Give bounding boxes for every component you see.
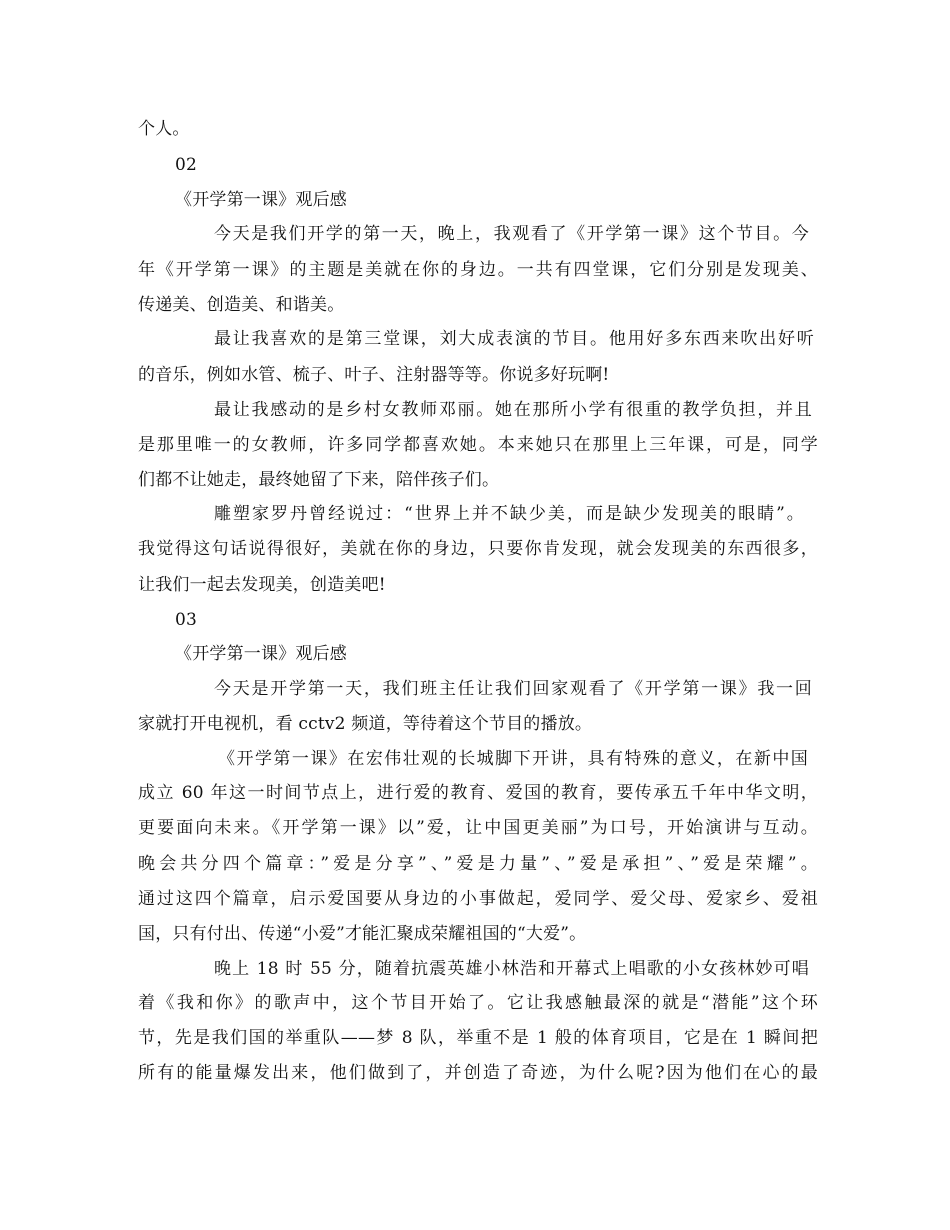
text-line: 我觉得这句话说得很好，美就在你的身边，只要你肯发现，就会发现美的东西很多， bbox=[138, 539, 818, 559]
text-line: 们都不让她走，最终她留了下来，陪伴孩子们。 bbox=[138, 470, 500, 490]
text-line: 节，先是我们国的举重队——梦 8 队，举重不是 1 般的体育项目，它是在 1 瞬间把 bbox=[138, 1028, 818, 1048]
text-line: 所有的能量爆发出来，他们做到了，并创造了奇迹，为什么呢?因为他们在心的最 bbox=[138, 1063, 818, 1083]
text-line: 晚会共分四个篇章：”爱是分享”、”爱是力量”、”爱是承担”、”爱是荣耀”。 bbox=[138, 854, 818, 874]
section-number: 03 bbox=[175, 610, 198, 630]
text-line: 更要面向未来。《开学第一课》以”爱，让中国更美丽”为口号，开始演讲与互动。 bbox=[138, 818, 818, 838]
text-line: 通过这四个篇章，启示爱国要从身边的小事做起，爱同学、爱父母、爱家乡、爱祖 bbox=[138, 889, 818, 909]
text-line: 年《开学第一课》的主题是美就在你的身边。一共有四堂课，它们分别是发现美、 bbox=[138, 260, 818, 280]
text-line: 是那里唯一的女教师，许多同学都喜欢她。本来她只在那里上三年课，可是，同学 bbox=[138, 435, 818, 455]
text-line: 家就打开电视机，看 cctv2 频道，等待着这个节目的播放。 bbox=[138, 714, 593, 734]
text-line: 雕塑家罗丹曾经说过：“世界上并不缺少美，而是缺少发现美的眼睛”。 bbox=[214, 504, 804, 524]
text-line: 传递美、创造美、和谐美。 bbox=[138, 295, 345, 315]
text-line: 个人。 bbox=[138, 119, 190, 139]
text-line: 今天是开学第一天，我们班主任让我们回家观看了《开学第一课》我一回 bbox=[214, 679, 812, 699]
section-title: 《开学第一课》观后感 bbox=[175, 190, 347, 210]
text-line: 的音乐，例如水管、梳子、叶子、注射器等等。你说多好玩啊! bbox=[138, 365, 610, 385]
text-line: 今天是我们开学的第一天，晚上，我观看了《开学第一课》这个节目。今 bbox=[214, 224, 809, 244]
text-line: 晚上 18 时 55 分，随着抗震英雄小林浩和开幕式上唱歌的小女孩林妙可唱 bbox=[214, 959, 809, 979]
section-title: 《开学第一课》观后感 bbox=[175, 644, 347, 664]
text-line: 最让我喜欢的是第三堂课，刘大成表演的节目。他用好多东西来吹出好听 bbox=[214, 329, 814, 349]
section-number: 02 bbox=[175, 155, 198, 175]
text-line: 最让我感动的是乡村女教师邓丽。她在那所小学有很重的教学负担，并且 bbox=[214, 400, 812, 420]
text-line: 成立 60 年这一时间节点上，进行爱的教育、爱国的教育，要传承五千年中华文明， bbox=[138, 783, 818, 803]
text-line: 国，只有付出、传递“小爱”才能汇聚成荣耀祖国的“大爱”。 bbox=[138, 924, 587, 944]
text-line: 《开学第一课》在宏伟壮观的长城脚下开讲，具有特殊的意义，在新中国 bbox=[218, 749, 808, 769]
text-line: 让我们一起去发现美，创造美吧! bbox=[138, 575, 386, 595]
text-line: 着《我和你》的歌声中，这个节目开始了。它让我感触最深的就是“潜能”这个环 bbox=[138, 993, 818, 1013]
